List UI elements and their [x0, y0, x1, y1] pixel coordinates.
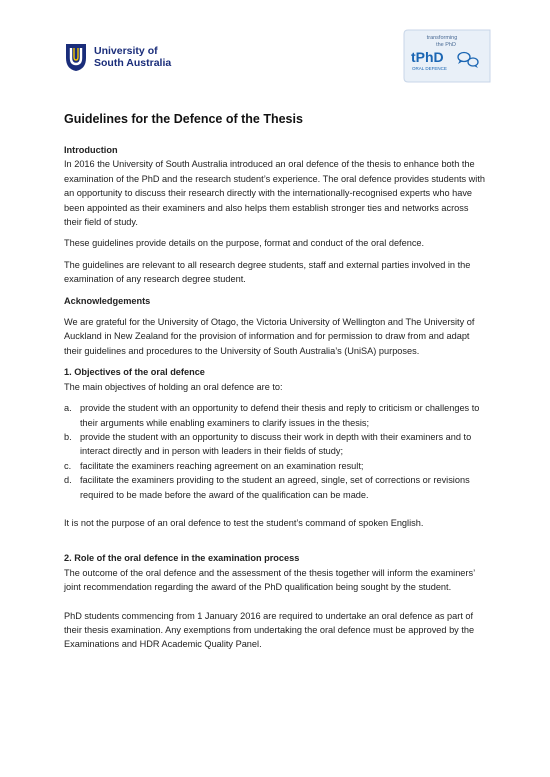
list-item-text: provide the student with an opportunity to discuss their work in depth with their examiners and to interact directly and in person with leaders in their fields of study;: [80, 431, 472, 457]
acknowledgements-paragraph: We are grateful for the University of Otago, the Victoria University of Wellington and The University of Auckland in New Zealand for the provision of information and for permission to draw from and adapt their guidelines and procedures to the University of South Australia’s (UniSA) purposes.: [64, 317, 475, 356]
list-item: [64, 459, 488, 473]
role-heading: 2. Role of the oral defence in the examination process: [64, 553, 300, 564]
role-paragraph-1: The outcome of the oral defence and the assessment of the thesis together will inform the examiners’ joint recommendation regarding the award of the PhD qualification being sought by the student.: [64, 567, 475, 593]
objectives-intro: The main objectives of holding an oral defence are to:: [64, 381, 283, 392]
list-item: [64, 401, 488, 430]
role-paragraph-2: PhD students commencing from 1 January 2016 are required to undertake an oral defence as part of their thesis examination. Any exemptions from undertaking the oral defence must be approved by the Examinations and HDR Academic Quality Panel.: [64, 610, 475, 650]
list-item: [64, 473, 488, 502]
university-name-line2: South Australia: [94, 57, 172, 69]
objectives-note: It is not the purpose of an oral defence to test the student’s command of spoken English.: [64, 517, 424, 528]
badge-sub: ORAL DEFENCE: [412, 66, 447, 71]
objectives-heading: 1. Objectives of the oral defence: [64, 367, 205, 378]
list-item: [64, 430, 488, 459]
list-marker: c.: [64, 460, 72, 471]
badge-line1: transforming: [426, 35, 458, 41]
introduction-paragraph-2: These guidelines provide details on the purpose, format and conduct of the oral defence.: [64, 238, 425, 249]
document-title: Guidelines for the Defence of the Thesis: [64, 112, 303, 126]
badge-line2: the PhD: [436, 42, 456, 48]
tphd-oral-defence-badge: [402, 28, 492, 84]
badge-main: tPhD: [411, 49, 444, 65]
list-item-text: facilitate the examiners providing to the student an agreed, single, set of corrections or revisions required to be made before the award of the qualification can be made.: [80, 475, 470, 500]
list-marker: d.: [64, 475, 72, 486]
university-name: [94, 45, 171, 69]
list-marker: b.: [64, 431, 72, 442]
list-marker: a.: [64, 403, 72, 414]
university-logo: [64, 42, 204, 82]
document-body: [64, 143, 488, 652]
introduction-paragraph-3: The guidelines are relevant to all research degree students, staff and external parties involved in the examination of any research degree student.: [64, 259, 471, 285]
unisa-emblem-icon: [64, 42, 88, 72]
introduction-heading: Introduction: [64, 145, 118, 155]
introduction-paragraph-1: In 2016 the University of South Australia introduced an oral defence of the thesis to enhance both the examination of the PhD and the research student’s experience. The oral defence provides students with an opportunity to discuss their research directly with the internationally-recognised experts who have been appointed as their examiners and also helps them establish stronger ties and networks across their field of study.: [64, 159, 486, 228]
university-name-line1: University of: [94, 45, 158, 57]
list-item-text: facilitate the examiners reaching agreement on an examination result;: [80, 460, 364, 471]
acknowledgements-heading: Acknowledgements: [64, 295, 151, 306]
list-item-text: provide the student with an opportunity to defend their thesis and reply to criticism or challenges to their arguments while enabling examiners to clarify issues in the thesis;: [80, 403, 480, 428]
objectives-list: [64, 401, 488, 502]
